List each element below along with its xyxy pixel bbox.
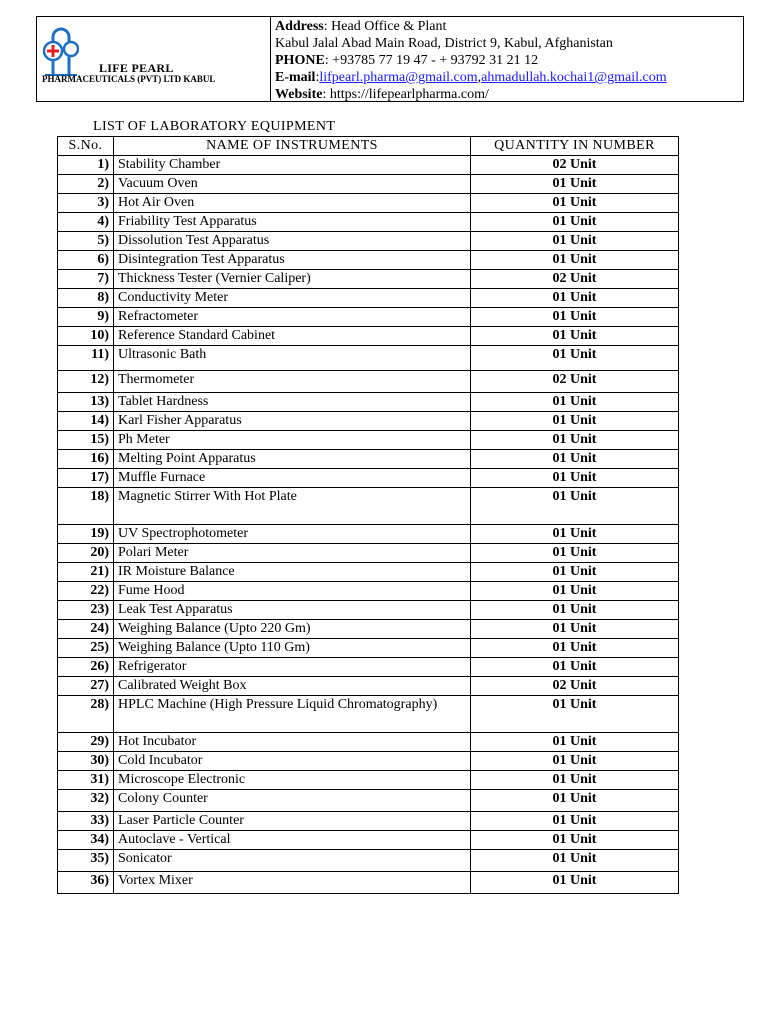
table-row [58,582,679,601]
table-row [58,346,679,371]
row-instrument-name: Karl Fisher Apparatus [114,412,471,431]
row-quantity: 01 Unit [471,175,679,194]
row-sno: 21) [58,563,114,582]
row-quantity: 01 Unit [471,450,679,469]
header-name: NAME OF INSTRUMENTS [114,137,471,156]
row-instrument-name: Hot Incubator [114,733,471,752]
row-sno: 26) [58,658,114,677]
table-row [58,488,679,525]
row-quantity: 01 Unit [471,308,679,327]
row-instrument-name: Muffle Furnace [114,469,471,488]
row-quantity: 01 Unit [471,601,679,620]
row-sno: 19) [58,525,114,544]
row-instrument-name: Laser Particle Counter [114,812,471,831]
table-row [58,525,679,544]
row-quantity: 01 Unit [471,696,679,733]
row-quantity: 01 Unit [471,658,679,677]
row-quantity: 01 Unit [471,790,679,812]
row-sno: 29) [58,733,114,752]
row-quantity: 01 Unit [471,232,679,251]
row-instrument-name: HPLC Machine (High Pressure Liquid Chromatography) [114,696,471,733]
row-quantity: 01 Unit [471,733,679,752]
row-instrument-name: Vortex Mixer [114,872,471,894]
header-sno: S.No. [58,137,114,156]
table-row [58,850,679,872]
row-quantity: 01 Unit [471,194,679,213]
row-sno: 24) [58,620,114,639]
table-row [58,431,679,450]
row-quantity: 01 Unit [471,563,679,582]
row-instrument-name: Friability Test Apparatus [114,213,471,232]
table-row [58,194,679,213]
table-row [58,544,679,563]
letterhead [36,16,744,102]
row-sno: 33) [58,812,114,831]
row-sno: 22) [58,582,114,601]
table-row [58,393,679,412]
row-quantity: 01 Unit [471,213,679,232]
row-instrument-name: Thermometer [114,371,471,393]
row-quantity: 02 Unit [471,371,679,393]
website-label: Website [275,87,323,102]
header-quantity: QUANTITY IN NUMBER [471,137,679,156]
row-instrument-name: Calibrated Weight Box [114,677,471,696]
row-quantity: 01 Unit [471,488,679,525]
table-row [58,270,679,289]
table-row [58,620,679,639]
row-instrument-name: Stability Chamber [114,156,471,175]
table-row [58,450,679,469]
website-line [275,86,743,103]
row-sno: 34) [58,831,114,850]
email-line: E-mail:lifpearl.pharma@gmail.com,ahmadullah.kochai1@gmail.com [275,70,667,85]
table-row [58,752,679,771]
row-instrument-name: Weighing Balance (Upto 110 Gm) [114,639,471,658]
row-quantity: 01 Unit [471,251,679,270]
row-quantity: 01 Unit [471,582,679,601]
equipment-table [57,136,679,894]
table-row [58,658,679,677]
phone-line [275,52,743,69]
row-quantity: 02 Unit [471,156,679,175]
table-row [58,831,679,850]
row-quantity: 01 Unit [471,812,679,831]
address-line-2: Kabul Jalal Abad Main Road, District 9, Kabul, Afghanistan [275,36,613,51]
company-subtitle: PHARMACEUTICALS (PVT) LTD KABUL [42,74,216,84]
row-quantity: 01 Unit [471,469,679,488]
table-row [58,677,679,696]
row-instrument-name: Magnetic Stirrer With Hot Plate [114,488,471,525]
row-sno: 18) [58,488,114,525]
row-sno: 20) [58,544,114,563]
row-instrument-name: Hot Air Oven [114,194,471,213]
row-quantity: 01 Unit [471,412,679,431]
row-instrument-name: Ph Meter [114,431,471,450]
row-quantity: 01 Unit [471,431,679,450]
phone-value: : +93785 77 19 47 - + 93792 31 21 12 [324,53,539,68]
row-instrument-name: Reference Standard Cabinet [114,327,471,346]
row-sno: 10) [58,327,114,346]
row-instrument-name: Polari Meter [114,544,471,563]
row-sno: 31) [58,771,114,790]
row-sno: 35) [58,850,114,872]
row-quantity: 01 Unit [471,639,679,658]
row-instrument-name: Cold Incubator [114,752,471,771]
table-row [58,289,679,308]
contact-block [271,17,743,101]
address-value: : Head Office & Plant [323,19,447,34]
row-instrument-name: Fume Hood [114,582,471,601]
row-instrument-name: Microscope Electronic [114,771,471,790]
row-sno: 3) [58,194,114,213]
row-quantity: 01 Unit [471,525,679,544]
row-sno: 9) [58,308,114,327]
row-instrument-name: Thickness Tester (Vernier Caliper) [114,270,471,289]
row-instrument-name: UV Spectrophotometer [114,525,471,544]
list-title: LIST OF LABORATORY EQUIPMENT [93,119,336,134]
table-row [58,412,679,431]
row-instrument-name: Melting Point Apparatus [114,450,471,469]
table-row [58,733,679,752]
row-quantity: 01 Unit [471,831,679,850]
row-quantity: 02 Unit [471,677,679,696]
row-instrument-name: Refrigerator [114,658,471,677]
row-sno: 32) [58,790,114,812]
table-row [58,232,679,251]
row-instrument-name: Dissolution Test Apparatus [114,232,471,251]
address-line-1 [275,18,743,35]
row-quantity: 01 Unit [471,346,679,371]
row-quantity: 01 Unit [471,327,679,346]
row-quantity: 01 Unit [471,850,679,872]
table-row [58,469,679,488]
row-instrument-name: Autoclave - Vertical [114,831,471,850]
row-quantity: 01 Unit [471,620,679,639]
email-label: E-mail [275,70,316,85]
address-label: Address [275,19,324,34]
row-quantity: 01 Unit [471,289,679,308]
row-sno: 36) [58,872,114,894]
row-quantity: 01 Unit [471,771,679,790]
row-sno: 28) [58,696,114,733]
logo-block [37,17,271,101]
table-row [58,601,679,620]
table-row [58,308,679,327]
row-sno: 13) [58,393,114,412]
row-sno: 4) [58,213,114,232]
table-row [58,812,679,831]
row-quantity: 01 Unit [471,393,679,412]
row-instrument-name: Sonicator [114,850,471,872]
row-instrument-name: Leak Test Apparatus [114,601,471,620]
table-row [58,790,679,812]
row-sno: 30) [58,752,114,771]
row-sno: 25) [58,639,114,658]
table-row [58,213,679,232]
row-quantity: 02 Unit [471,270,679,289]
company-name: LIFE PEARL [99,61,174,75]
row-instrument-name: Colony Counter [114,790,471,812]
row-quantity: 01 Unit [471,544,679,563]
table-row [58,563,679,582]
row-instrument-name: Refractometer [114,308,471,327]
table-row [58,371,679,393]
row-instrument-name: IR Moisture Balance [114,563,471,582]
row-sno: 5) [58,232,114,251]
row-sno: 27) [58,677,114,696]
row-instrument-name: Weighing Balance (Upto 220 Gm) [114,620,471,639]
row-sno: 16) [58,450,114,469]
table-row [58,639,679,658]
row-instrument-name: Tablet Hardness [114,393,471,412]
table-row [58,696,679,733]
row-sno: 7) [58,270,114,289]
table-row [58,327,679,346]
table-header-row [58,137,679,156]
row-instrument-name: Vacuum Oven [114,175,471,194]
website-value: : https://lifepearlpharma.com/ [322,87,489,102]
row-sno: 2) [58,175,114,194]
email-link-1[interactable]: lifpearl.pharma@gmail.com [319,70,478,85]
row-sno: 17) [58,469,114,488]
table-row [58,771,679,790]
row-sno: 23) [58,601,114,620]
row-sno: 6) [58,251,114,270]
row-sno: 15) [58,431,114,450]
row-quantity: 01 Unit [471,752,679,771]
row-quantity: 01 Unit [471,872,679,894]
row-sno: 8) [58,289,114,308]
row-sno: 1) [58,156,114,175]
table-row [58,872,679,894]
row-sno: 12) [58,371,114,393]
row-instrument-name: Conductivity Meter [114,289,471,308]
company-logo-icon [43,21,79,79]
row-sno: 11) [58,346,114,371]
row-instrument-name: Disintegration Test Apparatus [114,251,471,270]
row-instrument-name: Ultrasonic Bath [114,346,471,371]
row-sno: 14) [58,412,114,431]
email-link-2[interactable]: ahmadullah.kochai1@gmail.com [481,70,667,85]
table-row [58,251,679,270]
table-row [58,175,679,194]
phone-label: PHONE [275,53,325,68]
table-row [58,156,679,175]
